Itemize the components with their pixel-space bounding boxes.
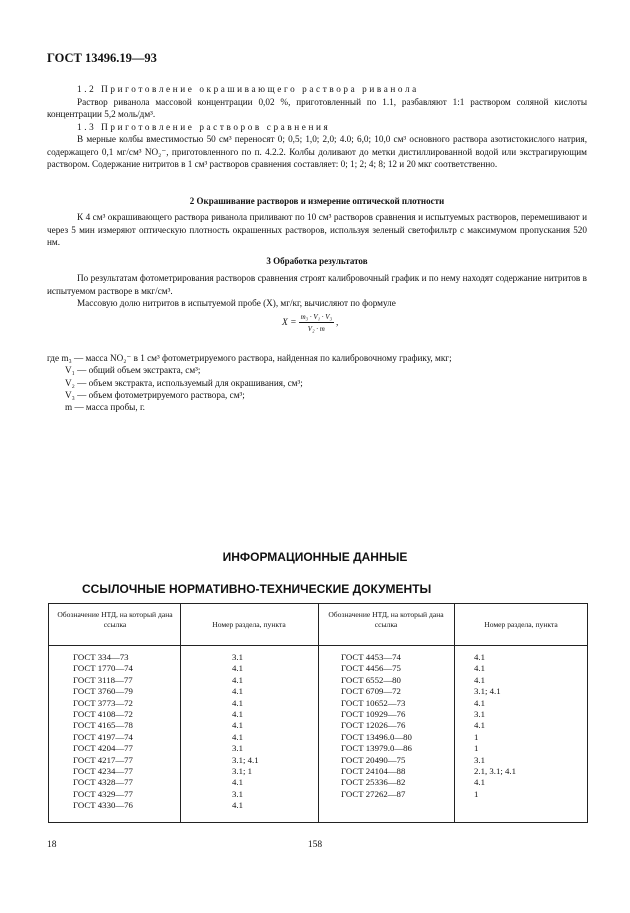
table-cell: ГОСТ 10652—73 [341,697,406,708]
table-cell: 4.1 [232,720,243,731]
table-cell: ГОСТ 13496.0—80 [341,731,412,742]
legend-line: V₂ — объем экстракта, используемый для окрашивания, см³; [65,377,303,388]
right-docs-column [341,652,412,800]
table-cell: 3.1 [232,652,243,662]
table-cell: 3.1 [232,743,243,754]
right-items-column [474,652,516,800]
formula-tail: , [336,318,339,328]
table-cell: ГОСТ 4234—77 [73,765,133,776]
legend-line: V₃ — объем фотометрируемого раствора, см³; [65,389,245,400]
info-title: ИНФОРМАЦИОННЫЕ ДАННЫЕ [222,550,408,564]
table-cell: ГОСТ 20490—75 [341,754,406,765]
page-number-center: 158 [307,840,323,850]
document-code: ГОСТ 13496.19—93 [47,51,157,65]
legend-line: m — масса пробы, г. [65,402,145,413]
header-item-left: Номер раздела, пункта [212,620,286,629]
table-cell: ГОСТ 13979.0—86 [341,743,412,754]
table-cell: ГОСТ 1770—74 [73,663,133,674]
table-cell: 3.1 [232,788,243,799]
left-items-column [232,652,259,811]
table-cell: 3.1; 4.1 [232,754,259,765]
table-cell: ГОСТ 4108—72 [73,708,133,719]
table-cell: 3.1; 1 [232,765,253,776]
section-1-2-text: Раствор риванола массовой концентрации 0,02 %, приготовленный по 1.1, разбавляют 1:1 раствором соляной кислоты концентрации 5,2 моль/дм³. [47,96,587,119]
section-3-text-2: Массовую долю нитритов в испытуемой пробе (X), мг/кг, вычисляют по формуле [77,298,396,308]
table-cell: ГОСТ 4453—74 [341,652,401,662]
table-cell: ГОСТ 24104—88 [341,765,406,776]
section-1-2-title: 1.2 Приготовление окрашивающего раствора риванола [77,84,419,94]
table-cell: 4.1 [232,731,243,742]
section-3-heading: 3 Обработка результатов [266,256,368,266]
left-docs-column [73,652,133,811]
header-doc-left: Обозначение НТД, на который дана ссылка [57,610,173,629]
page-number-left: 18 [47,840,57,850]
references-table [48,603,588,823]
formula-denominator: V₂ · m [307,325,325,333]
table-cell: ГОСТ 4329—77 [73,788,133,799]
section-1-2 [47,83,587,171]
table-cell: 4.1 [474,720,485,731]
section-2-text: К 4 см³ окрашивающего раствора риванола приливают по 10 см³ растворов сравнения и испытуемых растворов, перемешивают и через 5 мин измеряют оптическую плотность окрашенных растворов, используя зеленый светофильтр с максимумом пропускания 520 нм. [47,212,587,247]
table-cell: ГОСТ 10929—76 [341,708,406,719]
formula-fraction [299,313,334,333]
formula-legend [47,352,607,413]
section-3-text-1: По результатам фотометрирования растворов сравнения строят калибровочный график и по нему находят содержание нитритов в испытуемом растворе в мкг/см³. [47,273,587,296]
table-cell: 3.1; 4.1 [474,686,501,697]
table-cell: ГОСТ 3118—77 [73,674,133,685]
table-cell: 4.1 [232,708,243,719]
legend-line: V₁ — общий объем экстракта, см³; [65,365,201,376]
table-cell: ГОСТ 4456—75 [341,663,401,674]
formula-lhs: X = [282,318,297,328]
legend-line: где m₃ — масса NO₂⁻ в 1 см³ фотометрируемого раствора, найденная по калибровочному графику, мкг; [47,353,452,363]
table-cell: 1 [474,731,479,742]
table-cell: 1 [474,788,479,799]
table-cell: ГОСТ 3773—72 [73,697,133,708]
table-cell: 4.1 [232,777,243,788]
formula [282,313,338,333]
section-2-heading: 2 Окрашивание растворов и измерение оптической плотности [189,196,445,206]
table-cell: ГОСТ 25336—82 [341,777,406,788]
section-1-3-text: В мерные колбы вместимостью 50 см³ переносят 0; 0,5; 1,0; 2,0; 4.0; 6,0; 10,0 см³ основного раствора азотистокислого натрия, содержащего 0,1 мг/см³ NO₂⁻, приготовленного по п. 4.2.2. Колбы доливают до метки дистиллированной водой или экстрагирующим раствором. Содержание нитритов в 1 см³ растворов сравнения составляет: 0; 1; 2; 4; 8; 12 и 20 мкг соответственно. [47,134,587,169]
header-item-right: Номер раздела, пункта [484,620,558,629]
table-cell: 4.1 [232,686,243,697]
table-cell: ГОСТ 4197—74 [73,731,133,742]
section-2-body [47,211,587,249]
table-cell: 4.1 [474,674,485,685]
table-cell: ГОСТ 334—73 [73,652,129,662]
header-doc-right: Обозначение НТД, на который дана ссылка [328,610,444,629]
table-cell: 4.1 [232,674,243,685]
table-cell: ГОСТ 4217—77 [73,754,133,765]
table-cell: 4.1 [232,663,243,674]
table-cell: ГОСТ 4204—77 [73,743,133,754]
table-cell: ГОСТ 3760—79 [73,686,133,697]
table-cell: ГОСТ 4328—77 [73,777,133,788]
table-cell: 3.1 [474,754,485,765]
section-3-body [47,272,587,310]
table-cell: 3.1 [474,708,485,719]
table-cell: ГОСТ 27262—87 [341,788,406,799]
table-cell: 4.1 [474,697,485,708]
table-cell: 4.1 [474,652,485,662]
table-cell: 4.1 [474,777,485,788]
table-cell: 2.1, 3.1; 4.1 [474,765,517,776]
table-cell: 1 [474,743,479,754]
table-cell: ГОСТ 12026—76 [341,720,406,731]
table-cell: ГОСТ 6552—80 [341,674,401,685]
table-cell: 4.1 [474,663,485,674]
table-cell: 4.1 [232,697,243,708]
table-cell: ГОСТ 4330—76 [73,800,133,811]
section-1-3-title: 1.3 Приготовление растворов сравнения [77,121,331,132]
table-cell: ГОСТ 4165—78 [73,720,133,731]
table-cell: 4.1 [232,800,243,811]
references-title: ССЫЛОЧНЫЕ НОРМАТИВНО-ТЕХНИЧЕСКИЕ ДОКУМЕНТЫ [82,582,432,596]
formula-numerator: m₃ · V₁ · V₃ [300,313,333,321]
table-cell: ГОСТ 6709—72 [341,686,401,697]
